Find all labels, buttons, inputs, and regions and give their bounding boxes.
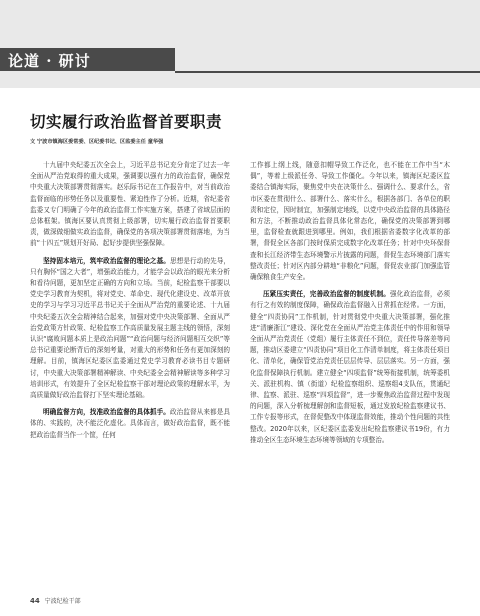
- page-number: 44: [30, 597, 40, 605]
- article-column-right: [250, 160, 450, 446]
- section-banner: [0, 48, 175, 71]
- paragraph-body: 政治监督从来都是具体的、实践的，决不能泛化虚化。具体而言，做好政治监督，既不能把政治监督当作一个筐，任何: [30, 408, 231, 439]
- section-title: 论道 · 研讨: [8, 52, 91, 70]
- page-footer: [30, 596, 81, 605]
- magazine-name: 宁波纪检干部: [44, 598, 81, 605]
- paragraph: 工作都上纲上线，随意扣帽导致工作泛化，也不能在工作中当“木偶”，等着上级派任务、导致工作僵化。今年以来，镇海区纪委区监委结合镇海实际，聚焦党中央在决策什么、强调什么、要求什么，省市区委在贯彻什么、部署什么、落实什么，根据各部门、各单位的职责和定位，因时制宜，加强制定地线，以党中央政治监督的具体路径和方法，不断推动政治监督具体化常态化，确保党的决策部署到哪里，监督检查就跟进到哪里。例如，我们根据省委数字化改革的部署，督促全区各部门按时保质完成数字化改革任务；针对中央环保督查和长江经济带生态环境警示片披露的问题，督促生态环境部门落实整改责任；针对区内部分耕地“非粮化”问题，督促农业部门加强监管确保粮食生产安全。: [250, 161, 450, 282]
- paragraph-lead: 明确监督方向，找准政治监督的具体抓手。: [43, 408, 170, 417]
- article-byline: 文 宁波市镇海区委常委、区纪委书记、区监委主任 童华强: [30, 139, 164, 145]
- paragraph: [30, 407, 230, 441]
- paragraph-lead: 压紧压实责任，完善政治监督的制度机制。: [263, 290, 390, 299]
- header-band: [0, 0, 480, 88]
- article-title: 切实履行政治监督首要职责: [30, 113, 223, 131]
- paragraph-lead: 坚持固本培元，筑牢政治监督的理论之基。: [43, 256, 170, 265]
- article-column-left: [30, 160, 230, 441]
- paragraph-body: 强化政治监督，必须有行之有效的制度保障，确保政治监督融入日常抓在经常。一方面，健全“四责协同”工作机制，针对贯彻党中央重大决策部署，强化推进“清廉浙江”建设、深化党在全面从严治党主体责任中的作用和领导全面从严治党责任（党组）履行主体责任不到位，责任传导落差等问题，推动区委建立“四责协同”项目化工作清单制度，将主体责任项目化、清单化，确保管党治党责任层层传导、层层落实。另一方面，强化监督保障执行机制。建立健全“四项监督”统筹衔接机制，统筹委机关、派驻机构、镇（街道）纪检监察组织、巡察组4支队伍，贯通纪律、监察、派驻、巡察“四项监督”，进一步聚焦政治监督过程中发现的问题，深入分析梳理解剖和监督短板，通过发放纪检监察建议书、工作专报等形式，在督促整改中体现监督效能，推动个性问题的共性整改。2020年以来，区纪委区监委发出纪检监察建议书19份，有力推动全区生态环境生态环境等领域的专项整治。: [250, 290, 451, 444]
- paragraph: [250, 289, 450, 446]
- paragraph-body: 思想是行动的先导，只有胸怀“国之大者”，增强政治能力，才能学会以政治的眼光来分析和看待问题，更加坚定正确的方向和立场。当前，纪检监察干部要以党史学习教育为契机，将对党史、革命史、现代化建设史、改革开放史的学习与学习习近平总书记关于全面从严治党的重要论述、十九届中央纪委五次全会精神结合起来，加强对党中央决策部署、全面从严治党政策方针政策、纪检监察工作高质量发展主题主线的领悟，深刻认识“腐败问题本质上是政治问题”“政治问题与经济问题相互交织”等总书记重要论断背后的深刻考量，对重大的形势和任务有更加深刻的理解。目前，镇海区纪委区监委通过党史学习教育必读书目专题研讨，中央重大决策部署精神解读、中央纪委全会精神解读等多种学习培训形式，有效提升了全区纪检监察干部对理论政策的理解水平，为高质量做好政治监督打下坚实理论基础。: [30, 256, 231, 400]
- paragraph: [30, 256, 230, 402]
- header-rule: [175, 71, 480, 73]
- paragraph: 十九届中央纪委五次全会上，习近平总书记充分肯定了过去一年全面从严治党取得的重大成果，强调要以强有力的政治监督，确保党中央重大决策部署贯彻落实。赵乐际书记在工作报告中，对当前政治监督面临的形势任务以及重要性、紧迫性作了分析。近期，省纪委省监委又专门明确了今年的政治监督工作实施方案，搭建了省域层面的总体框架。镇海区要认真贯彻上级部署，切实履行政治监督首要职责，做深做细做实政治监督，确保党的各项决策部署贯彻落地，为当前“十四五”规划开好局、起好步提供坚强保障。: [30, 161, 230, 248]
